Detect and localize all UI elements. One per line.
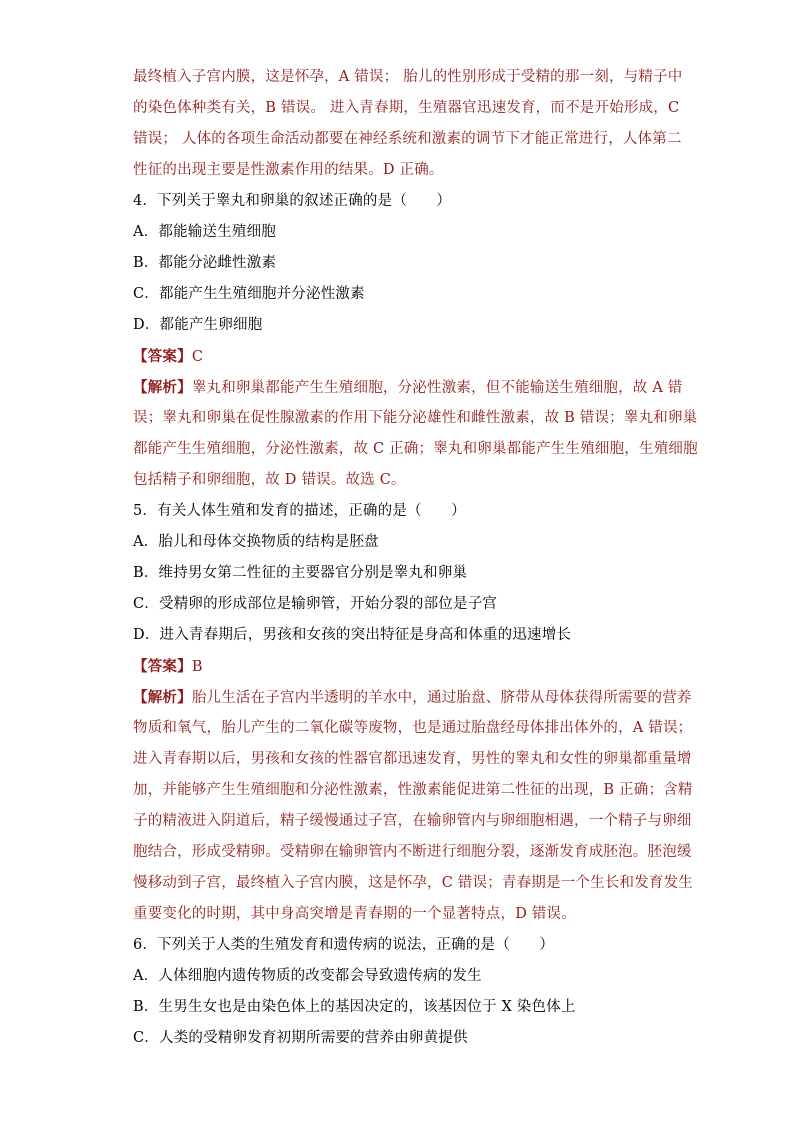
analysis-text: 胎儿生活在子宫内半透明的羊水中，通过胎盘、脐带从母体获得所需要的营养 bbox=[191, 690, 692, 706]
analysis-line: 子的精液进入阴道后，精子缓慢通过子宫，在输卵管内与卵细胞相遇，一个精子与卵细 bbox=[133, 813, 692, 829]
question-5-option-b: B．维持男女第二性征的主要器官分别是睾丸和卵巢 bbox=[133, 565, 468, 581]
question-4-option-a: A．都能输送生殖细胞 bbox=[133, 224, 276, 240]
analysis-tag: 【解析】 bbox=[133, 379, 192, 396]
analysis-line: 物质和氧气，胎儿产生的二氧化碳等废物，也是通过胎盘经母体排出体外的，A 错误； bbox=[133, 720, 693, 736]
question-6-option-b: B．生男生女也是由染色体上的基因决定的，该基因位于 X 染色体上 bbox=[133, 999, 576, 1015]
question-4-answer bbox=[133, 341, 663, 372]
answer-tag: 【答案】 bbox=[133, 658, 192, 675]
analysis-line: 性征的出现主要是性激素作用的结果。D 正确。 bbox=[133, 162, 444, 178]
analysis-line: 都能产生生殖细胞，分泌性激素，故 C 正确；睾丸和卵巢都能产生生殖细胞，生殖细胞 bbox=[133, 441, 698, 457]
answer-tag: 【答案】 bbox=[133, 348, 192, 365]
analysis-line: 慢移动到子宫，最终植入子宫内膜，这是怀孕，C 错误；青春期是一个生长和发育发生 bbox=[133, 875, 694, 891]
question-5-stem: 5．有关人体生殖和发育的描述，正确的是（ ） bbox=[133, 503, 466, 519]
question-5-option-a: A．胎儿和母体交换物质的结构是胚盘 bbox=[133, 534, 379, 550]
question-4-option-d: D．都能产生卵细胞 bbox=[133, 317, 263, 333]
analysis-line: 最终植入子宫内膜，这是怀孕，A 错误； 胎儿的性别形成于受精的那一刻，与精子中 bbox=[133, 69, 683, 85]
question-5-option-c: C．受精卵的形成部位是输卵管，开始分裂的部位是子宫 bbox=[133, 596, 498, 612]
analysis-tag: 【解析】 bbox=[133, 689, 192, 706]
analysis-line: 加，并能够产生生殖细胞和分泌性激素，性激素能促进第二性征的出现，B 正确；含精 bbox=[133, 782, 693, 798]
question-5-answer bbox=[133, 651, 663, 682]
question-6-stem: 6．下列关于人类的生殖发育和遗传病的说法，正确的是（ ） bbox=[133, 937, 555, 953]
analysis-line: 的染色体种类有关，B 错误。 进入青春期，生殖器官迅速发育，而不是开始形成，C bbox=[133, 100, 680, 116]
analysis-line: 错误； 人体的各项生命活动都要在神经系统和激素的调节下才能正常进行，人体第二 bbox=[133, 131, 682, 147]
analysis-line: 胞结合，形成受精卵。受精卵在输卵管内不断进行细胞分裂，逐渐发育成胚泡。胚泡缓 bbox=[133, 844, 692, 860]
question-6-option-c: C．人类的受精卵发育初期所需要的营养由卵黄提供 bbox=[133, 1030, 468, 1046]
question-5-analysis bbox=[133, 682, 692, 713]
question-4-analysis bbox=[133, 372, 683, 403]
question-6-option-a: A．人体细胞内遗传物质的改变都会导致遗传病的发生 bbox=[133, 968, 482, 984]
analysis-line: 包括精子和卵细胞，故 D 错误。故选 C。 bbox=[133, 472, 406, 488]
question-4-stem: 4．下列关于睾丸和卵巢的叙述正确的是（ ） bbox=[133, 193, 452, 209]
answer-value: B bbox=[191, 659, 203, 675]
document-content bbox=[133, 62, 698, 1054]
answer-value: C bbox=[191, 349, 204, 365]
question-4-option-b: B．都能分泌雌性激素 bbox=[133, 255, 277, 271]
question-4-option-c: C．都能产生生殖细胞并分泌性激素 bbox=[133, 286, 365, 302]
analysis-line: 重要变化的时期，其中身高突增是青春期的一个显著特点，D 错误。 bbox=[133, 906, 576, 922]
analysis-line: 进入青春期以后，男孩和女孩的性器官都迅速发育，男性的睾丸和女性的卵巢都重量增 bbox=[133, 751, 692, 767]
question-5-option-d: D．进入青春期后，男孩和女孩的突出特征是身高和体重的迅速增长 bbox=[133, 627, 572, 643]
analysis-line: 误；睾丸和卵巢在促性腺激素的作用下能分泌雄性和雌性激素，故 B 错误；睾丸和卵巢 bbox=[133, 410, 698, 426]
analysis-text: 睾丸和卵巢都能产生生殖细胞，分泌性激素，但不能输送生殖细胞，故 A 错 bbox=[191, 380, 683, 396]
